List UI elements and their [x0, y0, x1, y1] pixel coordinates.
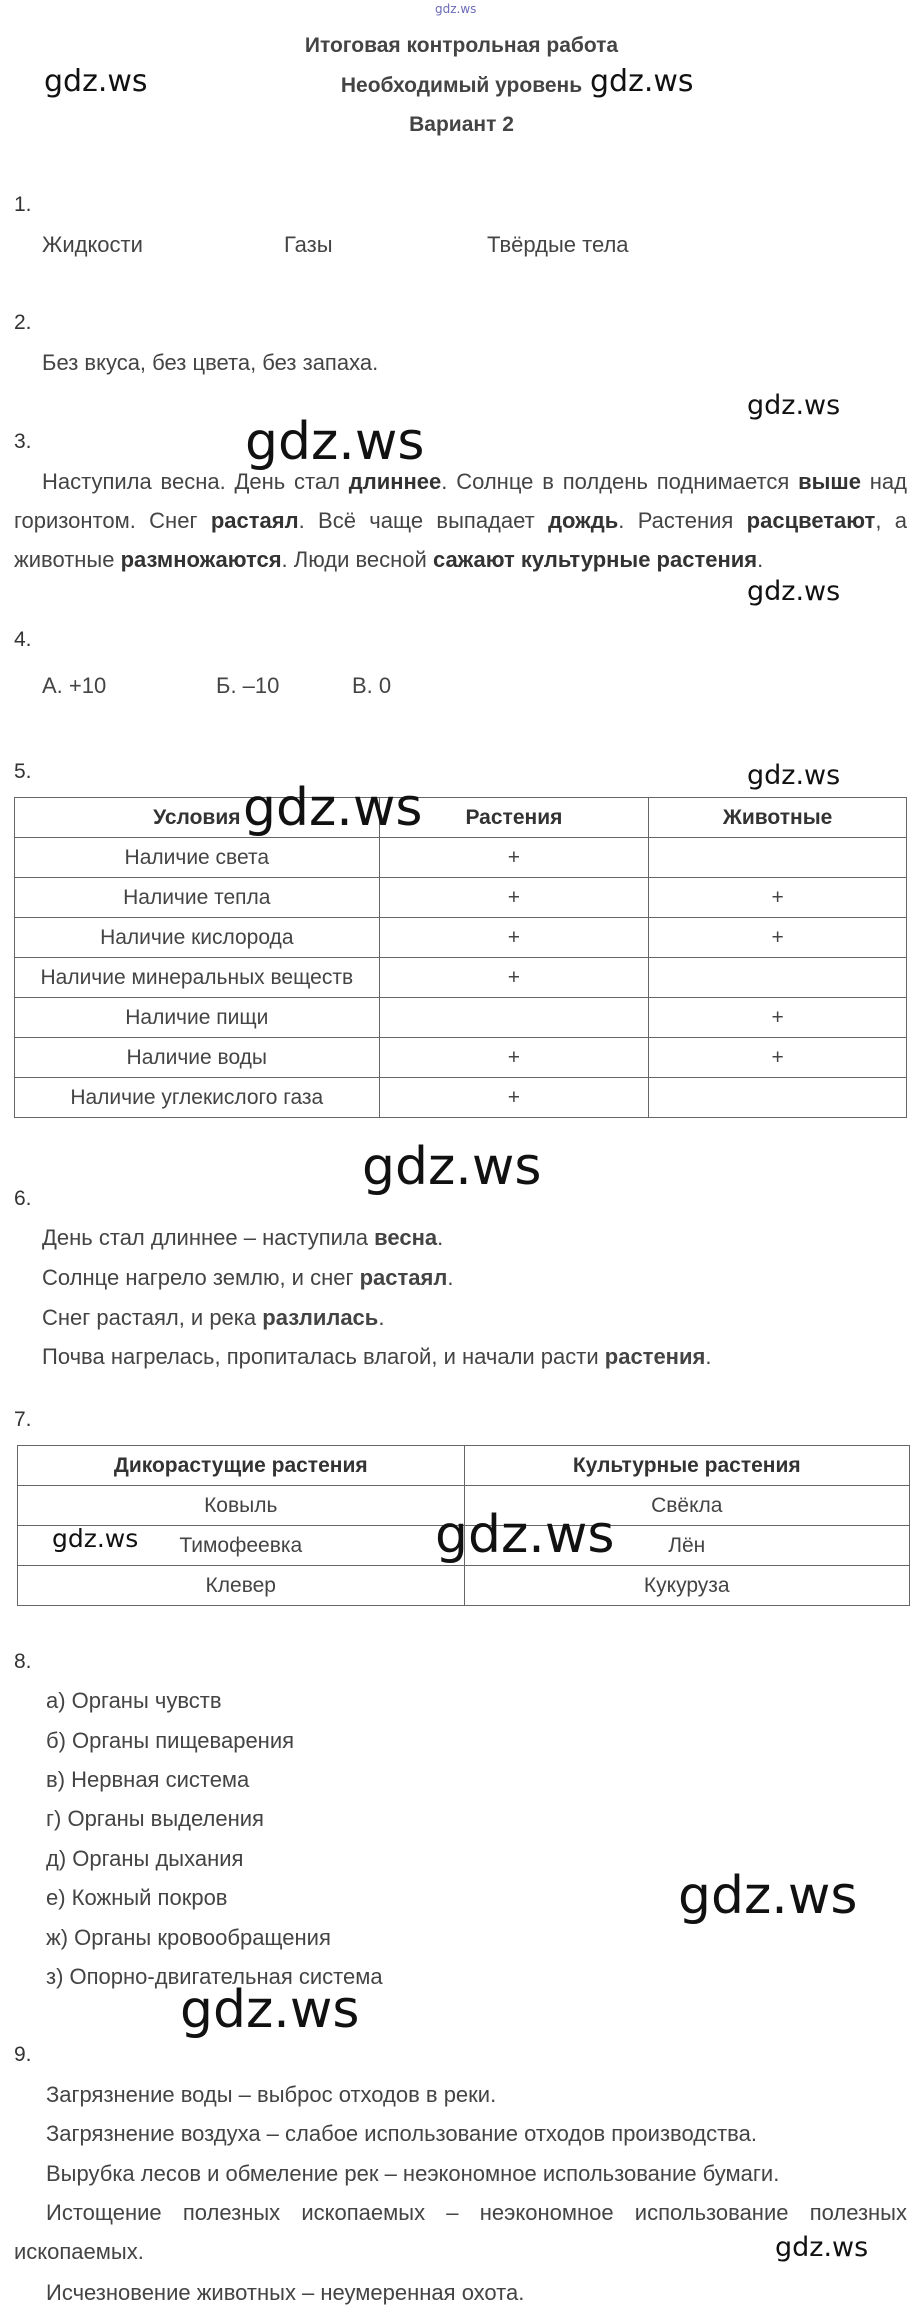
table-cell: Клевер — [18, 1566, 465, 1606]
table-cell: Ковыль — [18, 1486, 465, 1526]
q6-line: Почва нагрелась, пропиталась влагой, и начали расти растения. — [42, 1344, 712, 1369]
q3-text: . Растения — [618, 508, 747, 533]
q7-number: 7. — [14, 1408, 32, 1431]
table-cell: Наличие воды — [15, 1038, 380, 1078]
q5-number: 5. — [14, 760, 32, 783]
table-header-row — [15, 798, 907, 838]
table-cell — [649, 838, 907, 878]
table-cell: Наличие кислорода — [15, 918, 380, 958]
q8-item: в) Нервная система — [46, 1767, 250, 1792]
q9-item: Исчезновение животных – неумеренная охота. — [46, 2280, 525, 2305]
watermark: gdz.ws — [52, 1524, 139, 1553]
q3-keyword: размножаются — [120, 547, 282, 572]
level-label: Необходимый уровень — [340, 74, 583, 97]
q8-item: г) Органы выделения — [46, 1806, 264, 1831]
q9-number: 9. — [14, 2043, 32, 2066]
table-cell: Наличие пищи — [15, 998, 380, 1038]
q3-text: . Солнце в полдень поднимается — [441, 469, 799, 494]
q6-line: Снег растаял, и река разлилась. — [42, 1305, 385, 1330]
table-cell: Кукуруза — [464, 1566, 909, 1606]
q3-keyword: дождь — [548, 508, 619, 533]
table-cell: + — [649, 1038, 907, 1078]
watermark: gdz.ws — [362, 1137, 542, 1197]
q8-item: е) Кожный покров — [46, 1885, 228, 1910]
table-row — [15, 958, 907, 998]
q3-text: Наступила весна. День стал — [42, 469, 349, 494]
q3-number: 3. — [14, 430, 32, 453]
q3-keyword: длиннее — [348, 469, 442, 494]
variant-label: Вариант 2 — [409, 113, 514, 136]
q8-item: д) Органы дыхания — [46, 1846, 244, 1871]
q9-item: Загрязнение воды – выброс отходов в реки. — [46, 2082, 497, 2107]
table-header-row — [18, 1446, 910, 1486]
table-cell: + — [379, 918, 649, 958]
page-title: Итоговая контрольная работа — [304, 34, 619, 57]
q3-text: . Люди весной — [281, 547, 433, 572]
q4-number: 4. — [14, 628, 32, 651]
q3-keyword: растаял — [210, 508, 299, 533]
table-cell: + — [649, 918, 907, 958]
q8-item: а) Органы чувств — [46, 1688, 222, 1713]
table-cell: Тимофеевка — [18, 1526, 465, 1566]
table-cell: + — [379, 838, 649, 878]
table-cell — [379, 998, 649, 1038]
table-row — [15, 918, 907, 958]
q9-item: Истощение полезных ископаемых – неэкономное использование полезных ископаемых. — [14, 2200, 907, 2264]
q9-item: Загрязнение воздуха – слабое использование отходов производства. — [46, 2121, 757, 2146]
conditions-table — [14, 797, 907, 1118]
table-row — [15, 1038, 907, 1078]
watermark: gdz.ws — [243, 778, 423, 838]
table-cell: + — [379, 1038, 649, 1078]
q1-item: Газы — [284, 232, 333, 257]
q3-text: , а животные — [14, 508, 908, 572]
watermark: gdz.ws — [590, 64, 694, 99]
q8-item: з) Опорно-двигательная система — [46, 1964, 383, 1989]
q6-line: День стал длиннее – наступила весна. — [42, 1225, 444, 1250]
table-cell: Наличие углекислого газа — [15, 1078, 380, 1118]
q1-item: Твёрдые тела — [487, 232, 629, 257]
q3-text: над горизонтом. Снег — [14, 469, 907, 533]
q9-item: Вырубка лесов и обмеление рек – неэкономное использование бумаги. — [46, 2161, 780, 2186]
table-cell: Наличие минеральных веществ — [15, 958, 380, 998]
q3-text: . — [757, 547, 764, 572]
table-cell — [649, 1078, 907, 1118]
q8-item: ж) Органы кровообращения — [46, 1925, 331, 1950]
watermark: gdz.ws — [435, 1505, 615, 1565]
watermark: gdz.ws — [44, 64, 148, 99]
table-cell: Наличие света — [15, 838, 380, 878]
table-cell: + — [649, 998, 907, 1038]
q3-keyword: расцветают — [746, 508, 876, 533]
table-row — [15, 838, 907, 878]
watermark: gdz.ws — [775, 2232, 869, 2263]
q3-keyword: выше — [798, 469, 861, 494]
table-row — [15, 1078, 907, 1118]
table-cell: Наличие тепла — [15, 878, 380, 918]
q1-item: Жидкости — [42, 232, 143, 257]
q4-option: А. +10 — [42, 673, 107, 698]
table-cell: + — [379, 958, 649, 998]
table-cell: + — [379, 1078, 649, 1118]
watermark: gdz.ws — [180, 1980, 360, 2040]
q2-answer: Без вкуса, без цвета, без запаха. — [42, 350, 379, 375]
table-cell: + — [649, 878, 907, 918]
table-header: Животные — [649, 798, 907, 838]
q3-keyword: сажают культурные растения — [432, 547, 758, 572]
q3-text: . Всё чаще выпадает — [298, 508, 549, 533]
table-header: Культурные растения — [464, 1446, 909, 1486]
table-cell — [649, 958, 907, 998]
watermark: gdz.ws — [245, 412, 425, 472]
watermark: gdz.ws — [678, 1866, 858, 1926]
q6-line: Солнце нагрело землю, и снег растаял. — [42, 1265, 454, 1290]
table-cell: Лён — [464, 1526, 909, 1566]
table-header: Условия — [15, 798, 380, 838]
q4-option: Б. –10 — [216, 673, 280, 698]
q3-paragraph — [14, 462, 907, 579]
table-row — [18, 1566, 910, 1606]
table-row — [15, 878, 907, 918]
q4-option: В. 0 — [352, 673, 392, 698]
table-cell: + — [379, 878, 649, 918]
q6-number: 6. — [14, 1187, 32, 1210]
table-header: Дикорастущие растения — [18, 1446, 465, 1486]
table-cell: Свёкла — [464, 1486, 909, 1526]
watermark: gdz.ws — [747, 576, 841, 607]
table-row — [15, 998, 907, 1038]
q8-number: 8. — [14, 1650, 32, 1673]
watermark: gdz.ws — [747, 760, 841, 791]
q2-number: 2. — [14, 311, 32, 334]
q1-number: 1. — [14, 193, 32, 216]
top-watermark: gdz.ws — [435, 2, 477, 16]
watermark: gdz.ws — [747, 390, 841, 421]
q8-item: б) Органы пищеварения — [46, 1728, 295, 1753]
table-header: Растения — [379, 798, 649, 838]
